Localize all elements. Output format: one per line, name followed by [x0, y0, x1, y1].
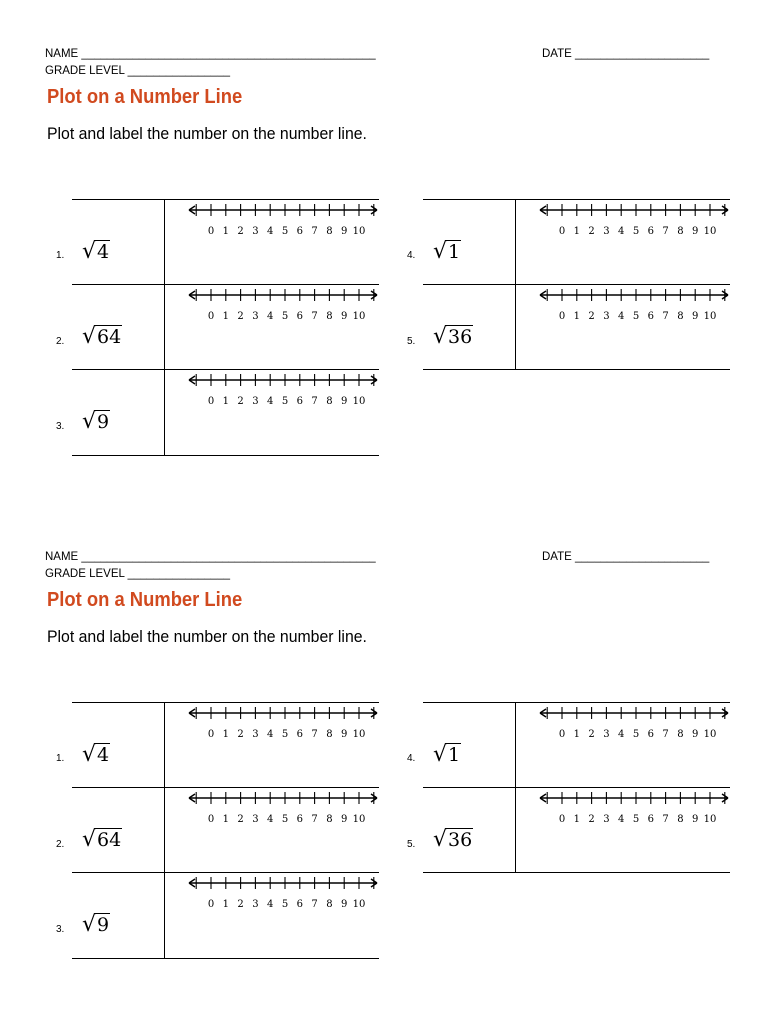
worksheet-title: Plot on a Number Line	[47, 589, 243, 611]
tick-label: 5	[281, 899, 289, 910]
square-root-expression	[82, 409, 110, 434]
tick-label: 0	[558, 814, 566, 825]
name-field: NAME ______________________________________________	[45, 48, 376, 60]
tick-label: 4	[267, 396, 274, 407]
problem-number: 4.	[407, 250, 416, 261]
table-border	[72, 702, 379, 703]
tick-label: 7	[311, 814, 318, 825]
number-line[interactable]	[539, 705, 731, 745]
tick-label: 7	[662, 814, 669, 825]
tick-label: 8	[326, 226, 333, 237]
tick-label: 3	[603, 311, 610, 322]
tick-label: 9	[341, 899, 348, 910]
square-root-expression	[433, 827, 473, 852]
tick-label: 2	[237, 226, 244, 237]
table-border	[423, 369, 730, 370]
number-line[interactable]	[188, 372, 380, 412]
tick-label: 6	[647, 814, 654, 825]
radicand: 64	[97, 829, 122, 851]
table-border	[423, 872, 730, 873]
table-border	[423, 199, 730, 200]
radicand: 4	[97, 744, 110, 766]
tick-label: 7	[662, 226, 669, 237]
tick-label: 4	[267, 729, 274, 740]
tick-label: 1	[222, 899, 229, 910]
square-root-expression	[433, 239, 461, 264]
tick-label: 0	[207, 729, 215, 740]
table-border	[72, 958, 379, 959]
tick-label: 4	[267, 814, 274, 825]
tick-label: 9	[341, 396, 348, 407]
radicand: 1	[448, 744, 461, 766]
tick-label: 10	[352, 396, 366, 407]
radical-icon: √	[82, 827, 97, 852]
tick-label: 5	[632, 729, 640, 740]
tick-label: 10	[352, 814, 366, 825]
name-field: NAME ______________________________________________	[45, 551, 376, 563]
tick-label: 6	[647, 311, 654, 322]
grade-level-field: GRADE LEVEL ________________	[45, 65, 230, 77]
tick-label: 7	[311, 311, 318, 322]
table-border	[423, 284, 730, 285]
tick-label: 9	[341, 729, 348, 740]
square-root-expression	[82, 239, 110, 264]
tick-label: 3	[252, 226, 259, 237]
radicand: 4	[97, 241, 110, 263]
tick-label: 1	[573, 311, 580, 322]
tick-label: 2	[588, 814, 595, 825]
table-border	[423, 702, 730, 703]
tick-label: 10	[352, 311, 366, 322]
radical-icon: √	[82, 239, 97, 264]
number-line[interactable]	[539, 202, 731, 242]
table-divider	[515, 199, 516, 369]
tick-label: 9	[341, 814, 348, 825]
tick-label: 3	[603, 814, 610, 825]
table-divider	[164, 199, 165, 455]
problem-number: 4.	[407, 753, 416, 764]
number-line[interactable]	[539, 287, 731, 327]
date-field: DATE _____________________	[542, 48, 710, 60]
square-root-expression	[433, 742, 461, 767]
problem-number: 2.	[56, 336, 65, 347]
worksheet-title: Plot on a Number Line	[47, 86, 243, 108]
tick-label: 2	[588, 729, 595, 740]
tick-label: 7	[662, 311, 669, 322]
radical-icon: √	[82, 409, 97, 434]
tick-label: 8	[326, 311, 333, 322]
radical-icon: √	[433, 827, 448, 852]
tick-label: 8	[677, 226, 684, 237]
tick-label: 2	[237, 814, 244, 825]
number-line[interactable]	[188, 875, 380, 915]
tick-label: 0	[207, 311, 215, 322]
tick-label: 6	[296, 311, 303, 322]
tick-label: 5	[281, 729, 289, 740]
tick-label: 10	[352, 729, 366, 740]
radicand: 9	[97, 411, 110, 433]
tick-label: 3	[252, 311, 259, 322]
tick-label: 2	[588, 311, 595, 322]
worksheet-1	[0, 0, 768, 500]
problem-number: 1.	[56, 250, 65, 261]
tick-label: 10	[703, 311, 717, 322]
grade-level-field: GRADE LEVEL ________________	[45, 568, 230, 580]
radicand: 1	[448, 241, 461, 263]
table-divider	[164, 702, 165, 958]
table-border	[423, 787, 730, 788]
tick-label: 8	[326, 899, 333, 910]
tick-label: 3	[252, 814, 259, 825]
tick-label: 5	[632, 814, 640, 825]
table-border	[72, 455, 379, 456]
tick-label: 9	[341, 311, 348, 322]
tick-label: 2	[237, 311, 244, 322]
tick-label: 6	[296, 396, 303, 407]
tick-label: 0	[558, 226, 566, 237]
tick-label: 3	[252, 899, 259, 910]
number-line[interactable]	[188, 287, 380, 327]
tick-label: 9	[692, 311, 699, 322]
table-border	[72, 872, 379, 873]
tick-label: 5	[281, 814, 289, 825]
tick-label: 10	[703, 729, 717, 740]
tick-label: 8	[677, 729, 684, 740]
tick-label: 3	[603, 729, 610, 740]
tick-label: 7	[311, 396, 318, 407]
tick-label: 5	[632, 311, 640, 322]
tick-label: 10	[352, 226, 366, 237]
tick-label: 1	[222, 226, 229, 237]
tick-label: 8	[326, 729, 333, 740]
tick-label: 0	[207, 899, 215, 910]
tick-label: 5	[281, 226, 289, 237]
radical-icon: √	[433, 742, 448, 767]
tick-label: 5	[632, 226, 640, 237]
tick-label: 7	[662, 729, 669, 740]
tick-label: 3	[252, 396, 259, 407]
tick-label: 0	[207, 226, 215, 237]
table-border	[72, 787, 379, 788]
tick-label: 1	[573, 814, 580, 825]
tick-label: 4	[267, 226, 274, 237]
tick-label: 9	[692, 729, 699, 740]
tick-label: 10	[703, 226, 717, 237]
problem-number: 1.	[56, 753, 65, 764]
tick-label: 7	[311, 899, 318, 910]
tick-label: 2	[237, 396, 244, 407]
problem-number: 3.	[56, 924, 65, 935]
tick-label: 1	[573, 226, 580, 237]
number-line[interactable]	[188, 202, 380, 242]
radical-icon: √	[433, 239, 448, 264]
problem-number: 5.	[407, 336, 416, 347]
square-root-expression	[82, 742, 110, 767]
tick-label: 5	[281, 396, 289, 407]
problem-number: 3.	[56, 421, 65, 432]
tick-label: 4	[618, 814, 625, 825]
tick-label: 1	[222, 814, 229, 825]
square-root-expression	[82, 912, 110, 937]
tick-label: 4	[618, 311, 625, 322]
tick-label: 9	[692, 226, 699, 237]
date-field: DATE _____________________	[542, 551, 710, 563]
tick-label: 8	[677, 311, 684, 322]
tick-label: 2	[588, 226, 595, 237]
tick-label: 6	[296, 899, 303, 910]
tick-label: 2	[237, 729, 244, 740]
tick-label: 5	[281, 311, 289, 322]
tick-label: 8	[326, 814, 333, 825]
tick-label: 2	[237, 899, 244, 910]
tick-label: 0	[558, 729, 566, 740]
tick-label: 1	[222, 311, 229, 322]
radical-icon: √	[82, 742, 97, 767]
number-line[interactable]	[539, 790, 731, 830]
problem-number: 2.	[56, 839, 65, 850]
problem-number: 5.	[407, 839, 416, 850]
tick-label: 6	[296, 226, 303, 237]
table-border	[72, 369, 379, 370]
tick-label: 1	[222, 396, 229, 407]
tick-label: 0	[207, 396, 215, 407]
tick-label: 7	[311, 226, 318, 237]
tick-label: 4	[618, 226, 625, 237]
tick-label: 4	[267, 311, 274, 322]
tick-label: 9	[692, 814, 699, 825]
tick-label: 8	[326, 396, 333, 407]
instruction-text: Plot and label the number on the number line.	[47, 124, 367, 143]
tick-label: 1	[573, 729, 580, 740]
tick-label: 10	[352, 899, 366, 910]
radical-icon: √	[82, 324, 97, 349]
tick-label: 6	[647, 729, 654, 740]
tick-label: 0	[558, 311, 566, 322]
radicand: 9	[97, 914, 110, 936]
tick-label: 6	[296, 729, 303, 740]
tick-label: 3	[603, 226, 610, 237]
tick-label: 6	[647, 226, 654, 237]
square-root-expression	[82, 324, 122, 349]
radical-icon: √	[433, 324, 448, 349]
tick-label: 0	[207, 814, 215, 825]
tick-label: 8	[677, 814, 684, 825]
square-root-expression	[82, 827, 122, 852]
instruction-text: Plot and label the number on the number line.	[47, 627, 367, 646]
tick-label: 10	[703, 814, 717, 825]
table-border	[72, 199, 379, 200]
tick-label: 4	[618, 729, 625, 740]
tick-label: 1	[222, 729, 229, 740]
tick-label: 9	[341, 226, 348, 237]
worksheet-2	[0, 503, 768, 1003]
radicand: 36	[448, 829, 473, 851]
tick-label: 6	[296, 814, 303, 825]
tick-label: 4	[267, 899, 274, 910]
radicand: 36	[448, 326, 473, 348]
radicand: 64	[97, 326, 122, 348]
tick-label: 7	[311, 729, 318, 740]
square-root-expression	[433, 324, 473, 349]
table-border	[72, 284, 379, 285]
number-line[interactable]	[188, 790, 380, 830]
tick-label: 3	[252, 729, 259, 740]
table-divider	[515, 702, 516, 872]
number-line[interactable]	[188, 705, 380, 745]
radical-icon: √	[82, 912, 97, 937]
